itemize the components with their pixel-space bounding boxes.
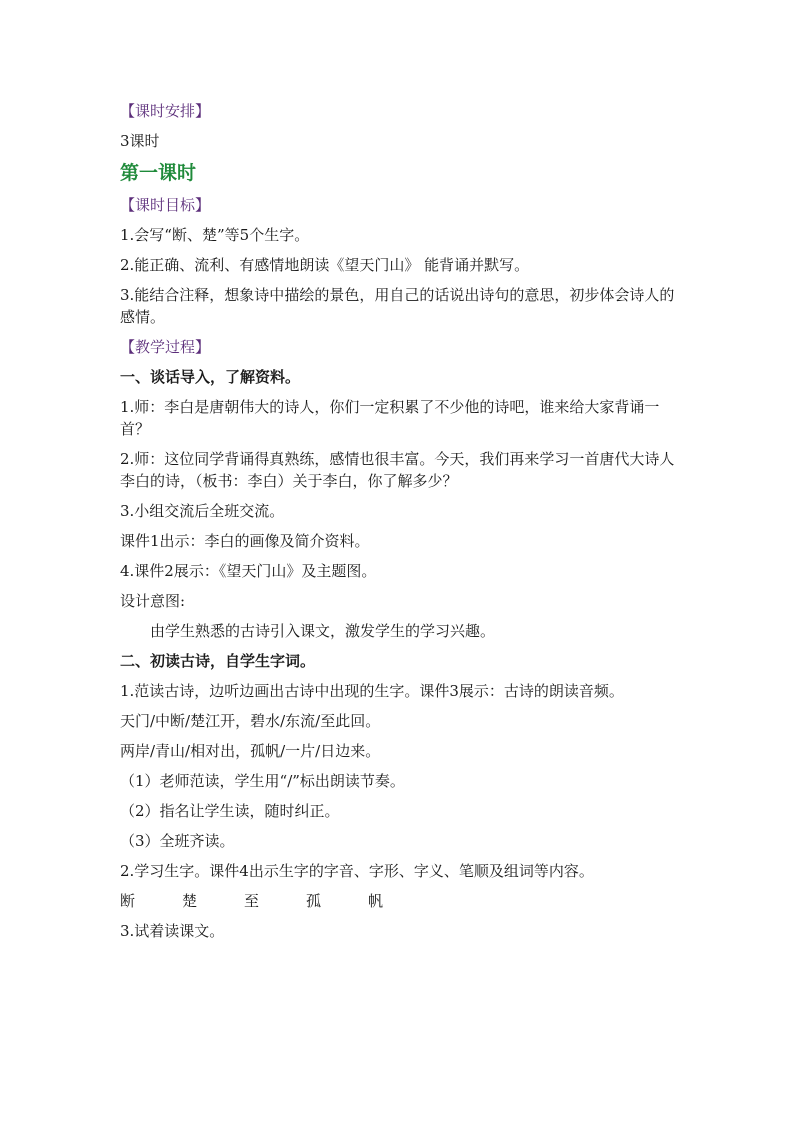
paragraph: 3.试着读课文。 <box>120 922 225 940</box>
character-item: 至 <box>244 892 260 910</box>
goal-item: 2.能正确、流利、有感情地朗读《望天门山》 能背诵并默写。 <box>120 256 530 274</box>
goals-heading: 【课时目标】 <box>120 196 211 214</box>
poem-line: 天门/中断/楚江开，碧水/东流/至此回。 <box>120 712 381 730</box>
character-item: 孤 <box>306 892 322 910</box>
paragraph: 2.师：这位同学背诵得真熟练，感情也很丰富。今天，我们再来学习一首唐代大诗人李白的诗，（板书：李白）关于李白，你了解多少？ <box>120 450 675 490</box>
paragraph: （3）全班齐读。 <box>120 832 235 850</box>
paragraph: 2.学习生字。课件4出示生字的字音、字形、字义、笔顺及组词等内容。 <box>120 862 594 880</box>
paragraph: 课件1出示：李白的画像及简介资料。 <box>120 532 370 550</box>
paragraph: 3.小组交流后全班交流。 <box>120 502 285 520</box>
design-intent: 由学生熟悉的古诗引入课文，激发学生的学习兴趣。 <box>150 622 496 640</box>
lesson-title: 第一课时 <box>120 162 197 184</box>
character-item: 楚 <box>182 892 198 910</box>
character-list <box>120 890 684 912</box>
paragraph: 4.课件2展示：《望天门山》及主题图。 <box>120 562 377 580</box>
character-item: 断 <box>120 892 136 910</box>
schedule-value: 3课时 <box>120 132 160 150</box>
paragraph: 1.范读古诗，边听边画出古诗中出现的生字。课件3展示：古诗的朗读音频。 <box>120 682 624 700</box>
paragraph: （1）老师范读，学生用“/”标出朗读节奏。 <box>120 772 405 790</box>
character-item: 帆 <box>368 892 384 910</box>
goal-item: 3.能结合注释，想象诗中描绘的景色，用自己的话说出诗句的意思，初步体会诗人的感情。 <box>120 286 675 326</box>
process-heading: 【教学过程】 <box>120 338 211 356</box>
section-title: 一、谈话导入，了解资料。 <box>120 368 301 386</box>
section-title: 二、初读古诗，自学生字词。 <box>120 652 316 670</box>
paragraph: 设计意图: <box>120 592 186 610</box>
poem-line: 两岸/青山/相对出，孤帆/一片/日边来。 <box>120 742 381 760</box>
schedule-heading: 【课时安排】 <box>120 102 211 120</box>
paragraph: （2）指名让学生读，随时纠正。 <box>120 802 340 820</box>
paragraph: 1.师：李白是唐朝伟大的诗人，你们一定积累了不少他的诗吧，谁来给大家背诵一首？ <box>120 398 660 438</box>
goal-item: 1.会写“断、楚”等5个生字。 <box>120 226 310 244</box>
